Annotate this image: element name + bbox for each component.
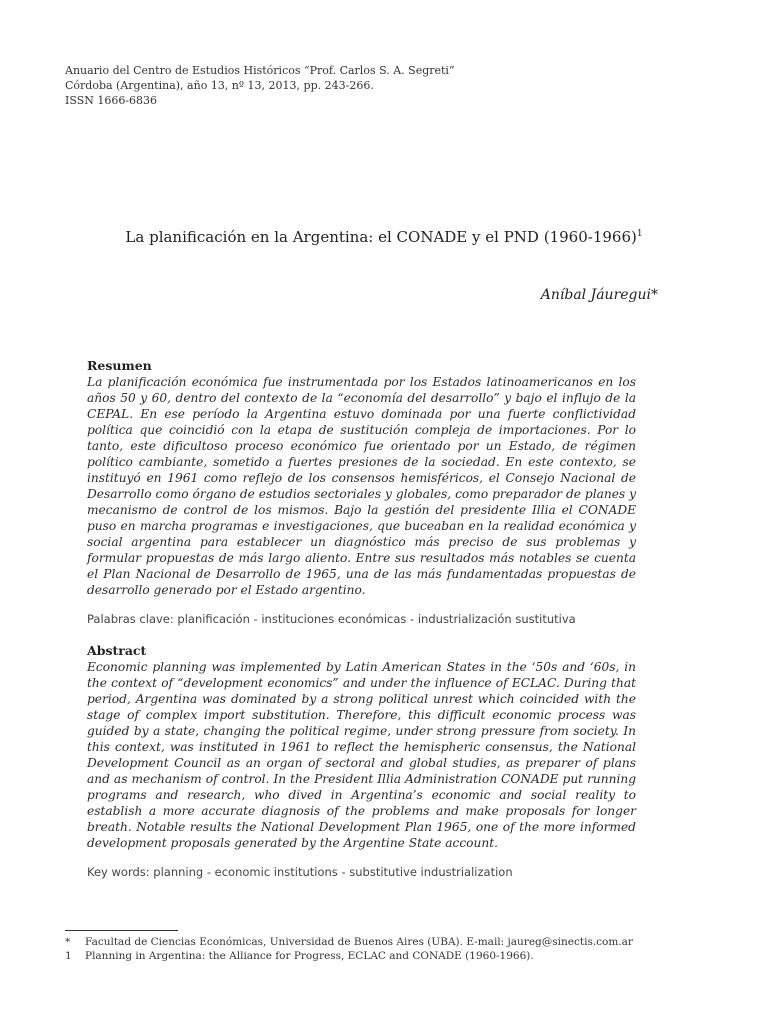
- footnote-mark: 1: [65, 950, 72, 962]
- resumen-text: La planificación económica fue instrumentada por los Estados latinoamericanos en los años 50 y 60, dentro del contexto de la “economía del desarrollo” y bajo el influjo de la CEPAL. En ese período la Argentina estuvo dominada por una fuerte conflictividad política que coincidió con la etapa de sustitución compleja de importaciones. Por lo tanto, este dificultoso proceso económico fue orientado por un Estado, de régimen político cambiante, sometido a fuertes presiones de la sociedad. En este contexto, se instituyó en 1961 como reflejo de los consensos hemisféricos, el Consejo Nacional de Desarrollo como órgano de estudios sectoriales y globales, como preparador de planes y mecanismo de control de los mismos. Bajo la gestión del presidente Illia el CONADE puso en marcha programas e investigaciones, que buceaban en la realidad económica y social argentina para establecer un diagnóstico más preciso de sus problemas y formular propuestas de más largo aliento. Entre sus resultados más notables se cuenta el Plan Nacional de Desarrollo de 1965, una de las más fundamentadas propuestas de desarrollo generado por el Estado argentino.: [87, 375, 636, 597]
- footnote-author: [65, 935, 705, 949]
- article-title-text: La planificación en la Argentina: el CONADE y el PND (1960-1966): [125, 228, 637, 246]
- title-footnote-mark: 1: [636, 229, 643, 239]
- article-author: Aníbal Jáuregui*: [540, 287, 658, 303]
- resumen-heading: Resumen: [87, 358, 152, 373]
- resumen-section: [87, 358, 636, 627]
- footnote-text: Planning in Argentina: the Alliance for Progress, ECLAC and CONADE (1960-1966).: [85, 950, 534, 962]
- journal-header: [65, 63, 455, 108]
- footnote-mark: *: [65, 936, 71, 948]
- journal-issn: ISSN 1666-6836: [65, 94, 158, 107]
- footnote-title: [65, 949, 705, 963]
- article-title: [0, 228, 768, 246]
- footnotes: [65, 935, 705, 963]
- journal-name: Anuario del Centro de Estudios Históricos “Prof. Carlos S. A. Segreti”: [65, 64, 455, 77]
- journal-issue: Córdoba (Argentina), año 13, nº 13, 2013, pp. 243-266.: [65, 79, 374, 92]
- abstract-heading: Abstract: [87, 643, 147, 658]
- resumen-keywords: Palabras clave: planificación - instituciones económicas - industrialización sustitutiva: [87, 612, 576, 626]
- abstract-text: Economic planning was implemented by Latin American States in the ‘50s and ‘60s, in the context of “development economics” and under the influence of ECLAC. During that period, Argentina was dominated by a strong political unrest which coincided with the stage of complex import substitution. Therefore, this difficult economic process was guided by a state, changing the political regime, under strong pressure from society. In this context, was instituted in 1961 to reflect the hemispheric consensus, the National Development Council as an organ of sectoral and global studies, as preparer of plans and as mechanism of control. In the President Illia Administration CONADE put running programs and research, who dived in Argentina’s economic and social reality to establish a more accurate diagnosis of the problems and make proposals for longer breath. Notable results the National Development Plan 1965, one of the more informed development proposals generated by the Argentine State account.: [87, 660, 636, 850]
- abstract-section: [87, 643, 636, 880]
- footnote-rule: [65, 930, 178, 931]
- footnote-text: Facultad de Ciencias Económicas, Universidad de Buenos Aires (UBA). E-mail: jaureg@sinectis.com.ar: [85, 936, 633, 948]
- abstract-keywords: Key words: planning - economic institutions - substitutive industrialization: [87, 865, 513, 879]
